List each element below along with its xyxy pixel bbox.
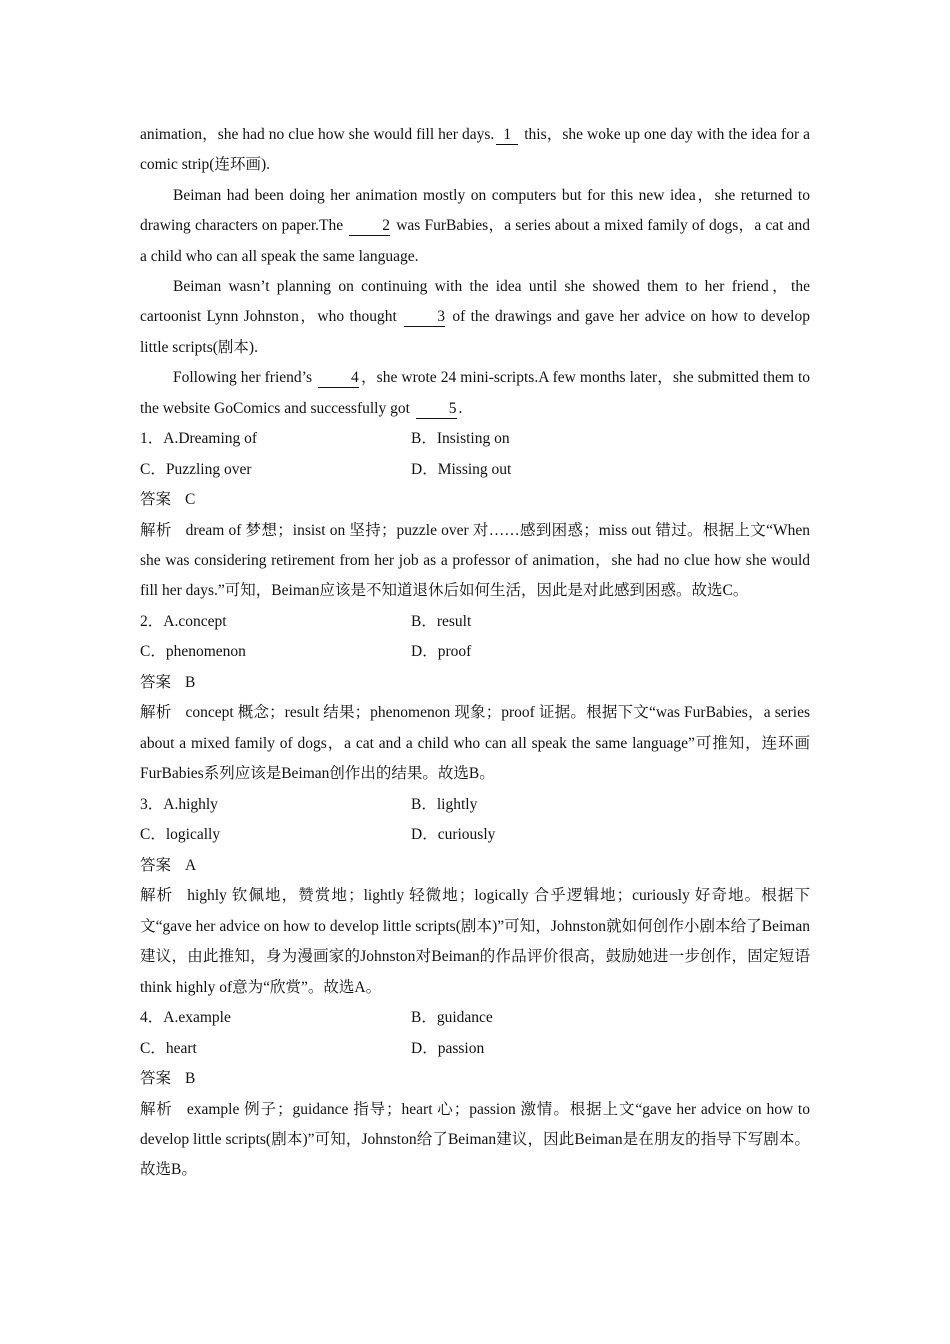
question-3-analysis: 解析 highly 钦佩地，赞赏地；lightly 轻微地；logically 合乎逻辑地；curiously 好奇地。根据下文“gave her advice on how to develop little scripts(剧本)”可知，Johnston就如何创作小剧本给了Beiman建议，由此推知，身为漫画家的Johnston对Beiman的作品评价很高，鼓励她进一步创作，固定短语think highly of意为“欣赏”。故选A。 bbox=[140, 887, 810, 996]
option-c: C．Puzzling over bbox=[140, 460, 252, 478]
passage-paragraph-3: Beiman wasn’t planning on continuing with the idea until she showed them to her friend，the cartoonist Lynn Johnston，who thought 3 of the drawings and gave her advice on how to develop little scripts(剧本). bbox=[140, 278, 810, 356]
question-4-options-row-2 bbox=[140, 1034, 810, 1065]
blank-1: 1 bbox=[496, 126, 518, 145]
blank-5: 5 bbox=[416, 400, 457, 419]
question-3-options-row-1 bbox=[140, 790, 810, 821]
passage-paragraph-1: animation，she had no clue how she would fill her days. 1 this，she woke up one day with the idea for a comic strip(连环画). bbox=[140, 126, 810, 174]
option-a: 4．A.example bbox=[140, 1008, 231, 1026]
question-3-answer: 答案 A bbox=[140, 856, 197, 874]
question-4-answer: 答案 B bbox=[140, 1070, 196, 1088]
question-1-options-row-2 bbox=[140, 455, 810, 486]
option-b: B．result bbox=[411, 612, 472, 630]
blank-3: 3 bbox=[404, 308, 445, 327]
option-b: B．guidance bbox=[411, 1008, 493, 1026]
document-page bbox=[140, 120, 810, 1186]
question-3-options-row-2 bbox=[140, 820, 810, 851]
blank-2: 2 bbox=[349, 217, 390, 236]
option-b: B．Insisting on bbox=[411, 430, 510, 448]
option-c: C．heart bbox=[140, 1039, 197, 1057]
option-d: D．Missing out bbox=[411, 460, 512, 478]
option-a: 2．A.concept bbox=[140, 612, 227, 630]
passage-paragraph-4: Following her friend’s 4 ，she wrote 24 mini-scripts.A few months later，she submitted them to the website GoComics and successfully got 5 . bbox=[140, 369, 810, 417]
blank-4: 4 bbox=[318, 369, 359, 388]
question-1-answer: 答案 C bbox=[140, 491, 196, 509]
option-a: 1．A.Dreaming of bbox=[140, 430, 258, 448]
option-b: B．lightly bbox=[411, 795, 478, 813]
question-2-analysis: 解析 concept 概念；result 结果；phenomenon 现象；proof 证据。根据下文“was FurBabies，a series about a mixed family of dogs，a cat and a child who can all speak the same language”可推知，连环画FurBabies系列应该是Beiman创作出的结果。故选B。 bbox=[140, 704, 810, 783]
option-a: 3．A.highly bbox=[140, 795, 218, 813]
question-2-answer: 答案 B bbox=[140, 674, 196, 692]
option-d: D．passion bbox=[411, 1039, 485, 1057]
passage-paragraph-2: Beiman had been doing her animation mostly on computers but for this new idea，she returned to drawing characters on paper.The 2 was FurBabies，a series about a mixed family of dogs，a cat and a child who can all speak the same language. bbox=[140, 186, 810, 265]
option-c: C．phenomenon bbox=[140, 643, 246, 661]
option-d: D．curiously bbox=[411, 826, 496, 844]
question-2-options-row-2 bbox=[140, 637, 810, 668]
option-c: C．logically bbox=[140, 826, 221, 844]
option-d: D．proof bbox=[411, 643, 472, 661]
question-2-options-row-1 bbox=[140, 607, 810, 638]
question-1-analysis: 解析 dream of 梦想；insist on 坚持；puzzle over 对……感到困惑；miss out 错过。根据上文“When she was considering retirement from her job as a professor of animation，she had no clue how she would fill her days.”可知，Beiman应该是不知道退休后如何生活，因此是对此感到困惑。故选C。 bbox=[140, 521, 810, 600]
question-4-analysis: 解析 example 例子；guidance 指导；heart 心；passion 激情。根据上文“gave her advice on how to develop little scripts(剧本)”可知，Johnston给了Beiman建议，因此Beiman是在朋友的指导下写剧本。故选B。 bbox=[140, 1100, 810, 1179]
question-1-options-row-1 bbox=[140, 424, 810, 455]
question-4-options-row-1 bbox=[140, 1003, 810, 1034]
